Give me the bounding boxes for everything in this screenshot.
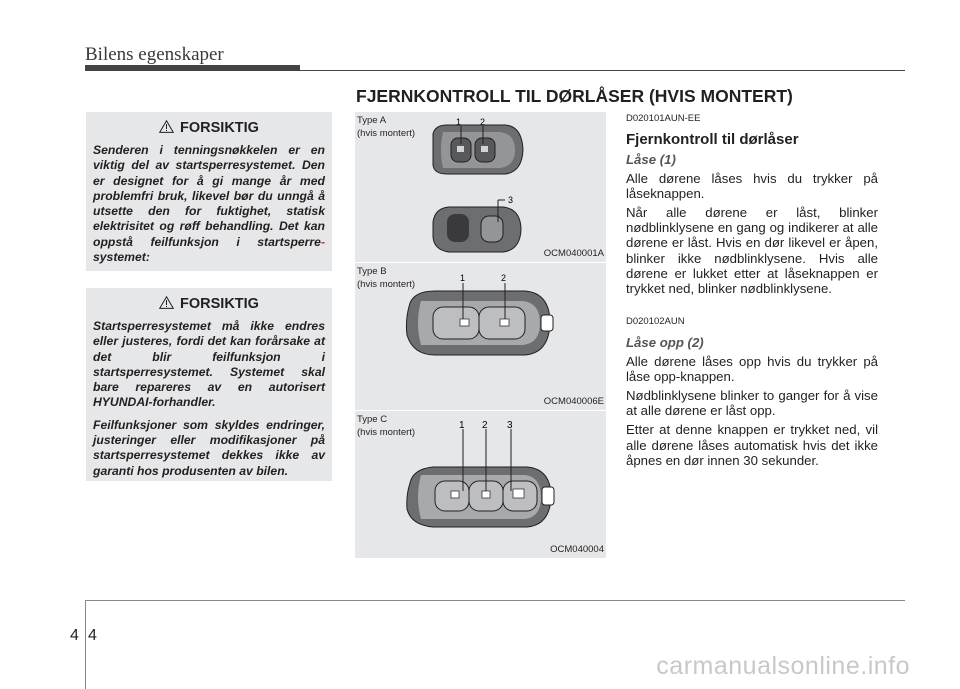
caution-para-2: Feilfunksjoner som skyldes endringer, justeringer eller modifikasjoner på startsperresystemet dekkes ikke av garanti hos produsenten av bilen. [93,417,325,478]
caution-text-1 [93,143,325,265]
caution-box-2 [86,288,332,481]
figure-a-type: Type A [357,115,387,126]
unlock-heading: Låse opp (2) [626,335,704,351]
lock-paragraph-1: Alle dørene låses hvis du trykker på låseknappen. [626,170,878,201]
figure-type-c [355,411,606,558]
callout-1: 1 [460,273,466,283]
unlock-paragraph-2: Nødblinklysene blinker to ganger for å vise at alle dørene er låst opp. [626,388,878,419]
lock-paragraph-2: Når alle dørene er låst, blinker nødblinklysene en gang og indikerer at alle dørene er låst. Hvis en dør likevel er åpen, blinker ikke nødblinklysene. Hvis alle dørene er lukket etter at låseknappen er trykket ned, blinker nødblinklysene. [626,205,878,297]
callout-2: 2 [482,420,488,431]
right-column [626,111,878,472]
figure-c-code: OCM040004 [550,544,604,555]
callout-3: 3 [507,420,513,431]
figure-a-note: (hvis montert) [357,128,416,139]
callout-3: 3 [508,195,514,205]
caution-text-2 [93,319,325,486]
figure-a-label [357,115,415,140]
header-title: Bilens egenskaper [85,44,224,65]
figure-c-type: Type C [357,414,388,425]
callout-2: 2 [501,273,507,283]
page-number: 4 [88,627,97,644]
callout-1: 1 [456,117,462,127]
figure-c-label [357,414,415,439]
caution-heading-1 [86,120,332,136]
doc-code-2: D020102AUN [626,316,685,328]
warning-triangle-icon [159,120,174,133]
page-chapter: 4 [70,627,79,644]
figure-c-note: (hvis montert) [357,427,416,438]
footer-divider [85,600,86,689]
figure-b-note: (hvis montert) [357,279,416,290]
caution-para-1: Startsperresystemet må ikke endres eller justeres, fordi det kan forårsake at det blir feilfunksjon i startsperresystemet. Systemet skal bare repareres av en autorisert HYUNDAI-forhandler. [93,319,325,410]
lock-heading: Låse (1) [626,152,676,168]
caution-heading-text-1: FORSIKTIG [180,120,259,136]
section-title: FJERNKONTROLL TIL DØRLÅSER (HVIS MONTERT) [356,86,793,106]
caution-text-main: Senderen i tenningsnøkkelen er en viktig del av startsperresystemet. Den er designet for å gi mange år med problemfri bruk, likevel bør du unngå å utsette den for fuktighet, statisk elektrisitet og røff behandling. Det kan oppstå feilfunksjon i startsperre [93,143,325,249]
warning-triangle-icon [159,296,174,309]
figure-a-code: OCM040001A [543,248,604,259]
figure-b-label [357,266,415,291]
caution-heading-text-2: FORSIKTIG [180,296,259,312]
footer-rule [85,600,905,601]
header-bar [85,65,300,71]
caution-box-1 [86,112,332,271]
caution-heading-2 [86,296,332,312]
watermark: carmanualsonline.info [656,652,910,680]
callout-2: 2 [480,117,486,127]
unlock-paragraph-1: Alle dørene låses opp hvis du trykker på låse opp-knappen. [626,353,878,384]
callout-1: 1 [459,420,465,431]
caution-hyphen: - [320,234,325,249]
figure-b-type: Type B [357,266,387,277]
subsection-heading: Fjernkontroll til dørlåser [626,131,799,149]
header-rule [300,70,905,71]
doc-code-1: D020101AUN-EE [626,113,701,124]
figure-type-a [355,112,606,262]
unlock-paragraph-3: Etter at denne knappen er trykket ned, vil alle dørene låses automatisk hvis det ikke åpnes en dør innen 30 sekunder. [626,422,878,468]
caution-text-end: systemet: [93,250,150,265]
figure-b-code: OCM040006E [543,396,604,407]
figure-type-b [355,263,606,410]
